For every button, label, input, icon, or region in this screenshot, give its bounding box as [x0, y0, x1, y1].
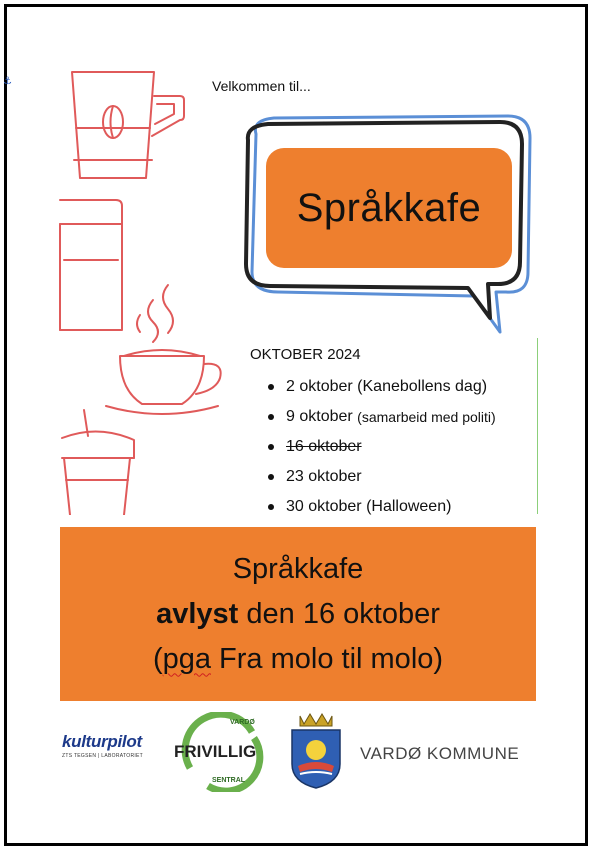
welcome-text: Velkommen til... [212, 78, 311, 94]
list-item [268, 372, 496, 402]
frivillig-top-text: VARDØ [230, 719, 255, 726]
kulturpilot-name: kulturpilot [62, 732, 142, 751]
notice-cancelled-word: avlyst [156, 597, 239, 630]
title-text: Språkkafe [296, 185, 482, 230]
date-label: 30 oktober [286, 498, 362, 515]
notice-reason-paren: ( [152, 642, 163, 675]
kulturpilot-logo [62, 732, 143, 759]
bullet-icon [268, 504, 274, 510]
kulturpilot-sub: ZTS TEGSEN | LABORATORIET [62, 753, 144, 759]
notice-cancelled-line [156, 592, 440, 637]
bullet-icon [268, 384, 274, 390]
date-note: (Halloween) [366, 498, 452, 515]
month-heading: OKTOBER 2024 [250, 346, 361, 363]
divider [537, 338, 538, 514]
date-note: (Kanebollens dag) [357, 378, 488, 395]
date-label: 16 oktober [286, 438, 362, 455]
list-item [268, 432, 496, 462]
date-note: (samarbeid med politi) [357, 409, 496, 425]
notice-reason-rest: Fra molo til molo) [211, 642, 444, 675]
notice-title: Språkkafe [232, 552, 364, 585]
anchor-icon: ⚓ [3, 76, 12, 87]
list-item [268, 402, 496, 432]
list-item [268, 462, 496, 492]
frivillig-bottom-text: SENTRAL [212, 777, 246, 784]
coffee-illustration [58, 60, 233, 515]
steam-icon [137, 285, 173, 342]
frivillig-main-text: FRIVILLIG [174, 742, 257, 761]
date-label: 2 oktober [286, 378, 353, 395]
kommune-name: VARDØ KOMMUNE [360, 744, 520, 763]
bullet-icon [268, 444, 274, 450]
notice-reason-marked: pga [162, 642, 211, 675]
date-label: 9 oktober [286, 408, 353, 425]
title-box [266, 148, 512, 268]
bullet-icon [268, 474, 274, 480]
coffee-bean-icon [103, 106, 123, 138]
frivillig-logo [168, 712, 278, 792]
iced-drink-icon [62, 410, 134, 515]
takeaway-cup-icon [60, 200, 122, 330]
date-list [268, 372, 496, 522]
vardo-crest-icon [288, 712, 344, 790]
list-item [268, 492, 496, 522]
cancellation-notice [60, 527, 536, 701]
sponsor-logos [60, 710, 536, 795]
teacup-icon [106, 350, 221, 414]
date-label: 23 oktober [286, 468, 362, 485]
bullet-icon [268, 414, 274, 420]
notice-reason [153, 637, 443, 682]
coffee-cup-icon [72, 72, 184, 178]
notice-date: den 16 oktober [238, 597, 440, 630]
